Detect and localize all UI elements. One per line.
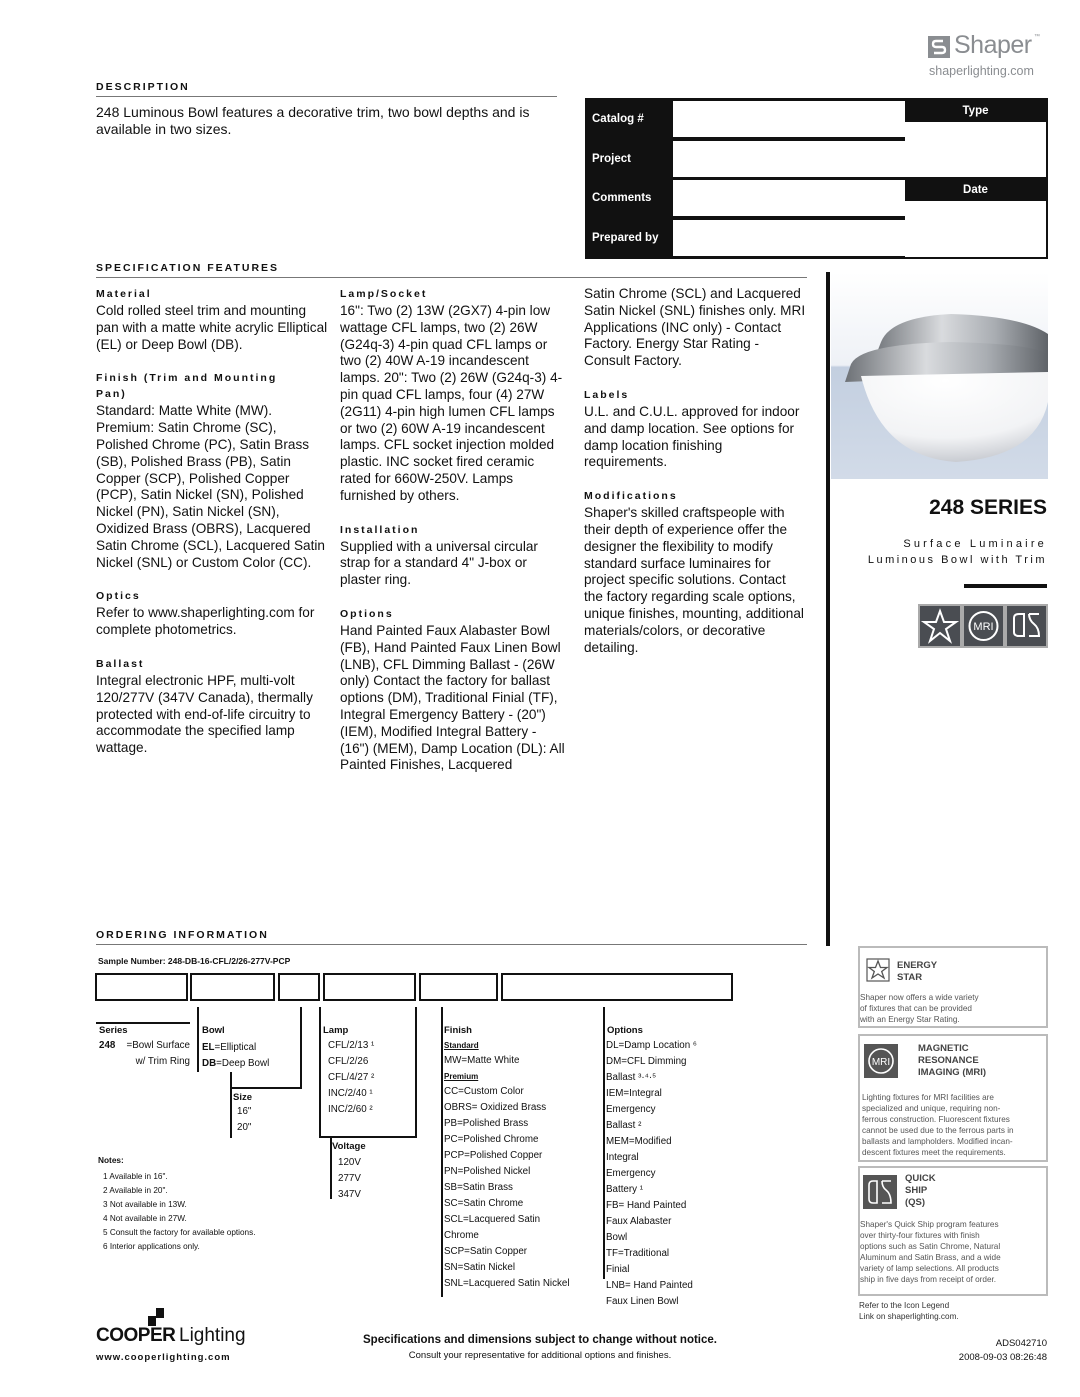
voltage-col-header: Voltage — [332, 1141, 366, 1152]
size-right-line — [300, 1007, 302, 1089]
finish-column-line — [441, 1007, 443, 1297]
order-box-lamp[interactable] — [323, 973, 416, 1001]
optics-heading: Optics — [96, 590, 141, 603]
shaper-logo — [928, 31, 1048, 60]
spec-column-1 — [96, 286, 328, 774]
bowl-db — [202, 1056, 269, 1072]
notes-header: Notes: — [98, 1155, 124, 1165]
date-field[interactable] — [905, 201, 1046, 257]
options-text: Hand Painted Faux Alabaster Bowl (FB), Hand Painted Faux Linen Bowl (LNB), CFL Dimming Ballast - (26W only) Contact the factory for ballast options (DM), Traditional Finial (TF), Integral Emergency Battery - (20") (IEM), Modified Integral Battery - (16") (MEM), Damp Location (DL): All Painted Finishes, Lacquered — [340, 622, 565, 773]
optics-text: Refer to www.shaperlighting.com for complete photometrics. — [96, 605, 315, 638]
sample-number-label: Sample Number: — [98, 956, 166, 966]
right-panel-rule — [826, 272, 830, 946]
material-heading: Material — [96, 288, 152, 300]
size-items: 16" 20" — [237, 1106, 252, 1133]
quick-ship-small-icon — [863, 1175, 897, 1209]
modifications-text: Shaper's skilled craftspeople with their depth of experience offer the designer the flexibility to modify standard surface luminaires for project specific solutions. Contact the factory regarding scale options, unique finishes, mounting, additional materials/colors, or decorative detailing. — [584, 505, 804, 655]
voltage-rule — [319, 1136, 417, 1138]
installation-text: Supplied with a universal circular strap for a standard 4" J-box or plaster ring. — [340, 538, 538, 588]
shaper-logo-text: Shaper — [954, 31, 1032, 59]
series-rule — [964, 584, 1047, 588]
energy-star-title: ENERGY STAR — [897, 960, 938, 983]
finish-col-header: Finish — [444, 1025, 472, 1036]
cooper-logo — [96, 1308, 256, 1348]
cooper-url[interactable]: www.cooperlighting.com — [96, 1352, 231, 1363]
icon-legend-note[interactable]: Refer to the Icon Legend Link on shaperlighting.com. — [859, 1301, 959, 1321]
options-col-header: Options — [607, 1025, 643, 1036]
quick-ship-icon — [1007, 606, 1046, 646]
order-box-series[interactable] — [95, 973, 188, 1001]
series-rule-line — [96, 1022, 190, 1024]
lamp-heading: Lamp/Socket — [340, 288, 428, 300]
options-continued-text: Satin Chrome (SCL) and Lacquered Satin Nickel (SNL) finishes only. MRI Applications (INC only) - Contact Factory. Energy Star Rating - Consult Factory. — [584, 286, 806, 369]
mri-desc: Lighting fixtures for MRI facilities are specialized and unique, requiring non- ferrous construction. Fluorescent fixtures cannot be used due to the ferrous parts in ballasts and lampholders. Modified incan- descent fixtures meet the requirements. — [862, 1093, 1014, 1157]
installation-heading: Installation — [340, 523, 420, 536]
shaper-tm: ™ — [1034, 34, 1040, 40]
modifications-heading: Modifications — [584, 490, 678, 503]
consult-text: Consult your representative for additional options and finishes. — [408, 1350, 672, 1361]
energy-star-badge[interactable] — [918, 604, 962, 648]
size-col-header: Size — [233, 1092, 253, 1103]
lamp-right-line — [415, 1007, 417, 1138]
material-text: Cold rolled steel trim and mounting pan with a matte white acrylic Elliptical (EL) or Deep Bowl (DB). — [96, 303, 328, 352]
mri-badge[interactable] — [962, 604, 1005, 648]
options-items: DL=Damp Location ⁶ DM=CFL Dimming Ballast ³·⁴·⁵ IEM=Integral Emergency Ballast ² MEM=Modified Integral Emergency Battery ¹ FB= Hand Painted Faux Alabaster Bowl TF=Traditional Finial LNB= Hand Painted Faux Linen Bowl — [606, 1040, 697, 1307]
sample-number — [98, 956, 290, 966]
order-box-size[interactable] — [278, 973, 320, 1001]
order-box-bowl[interactable] — [190, 973, 275, 1001]
bowl-el-desc: =Elliptical — [214, 1042, 257, 1053]
finish-text: Standard: Matte White (MW). Premium: Satin Chrome (SC), Polished Chrome (PC), Satin Brass (SB), Polished Brass (PB), Satin Copper (SCP), Polished Copper (PCP), Satin Nickel (SN), Polished Nickel (PN), Satin Nickel (SN), Oxidized Brass (OBRS), Lacquered Satin Chrome (SCL), Lacquered Satin Nickel (SNL) or Custom Color (CC). — [96, 403, 325, 570]
mri-info — [858, 1034, 1048, 1162]
description-header: DESCRIPTION — [96, 81, 557, 97]
labels-text: U.L. and C.U.L. approved for indoor and damp location. See options for damp location finishing requirements. — [584, 403, 800, 470]
ballast-heading: Ballast — [96, 657, 145, 670]
finish-standard: Standard — [444, 1041, 479, 1050]
options-column-line — [603, 1007, 605, 1279]
mri-title: MAGNETIC RESONANCE IMAGING (MRI) — [918, 1043, 987, 1078]
lamp-column-line — [319, 1007, 321, 1137]
spec-column-2 — [340, 286, 565, 791]
notes-list: 1 Available in 16". 2 Available in 20". 3 Not available in 13W. 4 Not available in 27W. 5 Consult the factory for available options. 6 Interior applications only. — [103, 1172, 256, 1251]
comments-field[interactable] — [673, 180, 905, 216]
labels-heading: Labels — [584, 388, 630, 401]
bowl-el-code: EL — [202, 1042, 215, 1053]
series-col-header: Series — [99, 1025, 128, 1036]
ordering-header: ORDERING INFORMATION — [96, 929, 807, 945]
quick-ship-badge[interactable] — [1005, 604, 1048, 648]
badge-row — [918, 604, 1048, 648]
size-rule — [230, 1087, 302, 1089]
quick-ship-title: QUICK SHIP (QS) — [905, 1173, 936, 1208]
type-label: Type — [905, 100, 1046, 122]
type-field[interactable] — [905, 122, 1046, 177]
energy-star-desc: Shaper now offers a wide variety of fixtures that can be provided with an Energy Star Rating. — [860, 993, 979, 1024]
project-label: Project — [592, 153, 631, 165]
quick-ship-info — [858, 1166, 1048, 1296]
finish-heading: Finish (Trim and Mounting Pan) — [96, 372, 278, 401]
series-subtitle-1: Surface Luminaire — [903, 538, 1047, 550]
date-label: Date — [905, 179, 1046, 201]
bowl-col-header: Bowl — [202, 1025, 225, 1036]
shaper-logo-mark-icon — [928, 36, 950, 58]
prepared-by-label: Prepared by — [592, 232, 659, 244]
energy-star-small-icon — [866, 958, 890, 982]
shaper-url[interactable]: shaperlighting.com — [929, 64, 1034, 78]
bowl-db-desc: =Deep Bowl — [216, 1058, 270, 1069]
options-heading: Options — [340, 607, 394, 620]
cooper-lighting-text: Lighting — [179, 1325, 246, 1346]
catalog-form — [585, 98, 1048, 259]
bowl-db-code: DB — [202, 1058, 217, 1069]
notice-text: Specifications and dimensions subject to change without notice. — [363, 1334, 717, 1346]
product-photo — [831, 272, 1048, 479]
lamp-text: 16": Two (2) 13W (2GX7) 4-pin low wattage CFL lamps, two (2) 26W (G24q-3) 4-pin quad CFL lamps or two (2) 40W A-19 incandescent lamps. 20": Two (2) 26W (G24q-3) 4-pin quad CFL lamps, four (4) 27W (2G11) 4-pin high lumen CFL lamps or two (2) 60W A-19 incandescent lamps. CFL socket injection molded plastic. INC socket fired ceramic rated for 660W-250V. Lamps furnished by others. — [340, 303, 563, 503]
bowl-column-line — [197, 1007, 199, 1072]
energy-star-info — [858, 946, 1048, 1028]
description-text: 248 Luminous Bowl features a decorative trim, two bowl depths and is available in two sizes. — [96, 104, 530, 137]
series-desc: =Bowl Surface w/ Trim Ring — [126, 1040, 190, 1067]
lamp-col-header: Lamp — [323, 1025, 349, 1036]
mri-badge-text: MRI — [973, 621, 994, 633]
lamp-items: CFL/2/13 ¹ CFL/2/26 CFL/4/27 ² INC/2/40 ¹ INC/2/60 ² — [328, 1040, 375, 1115]
mri-small-text: MRI — [871, 1057, 891, 1068]
project-field[interactable] — [673, 141, 905, 177]
order-box-finish[interactable] — [501, 973, 733, 1001]
finish-items: CC=Custom Color OBRS= Oxidized Brass PB=Polished Brass PC=Polished Chrome PCP=Polished Copper PN=Polished Nickel SB=Satin Brass SC=Satin Chrome SCL=Lacquered Satin Chrome SCP=Satin Copper SN=Satin Nickel SNL=Lacquered Satin Nickel — [444, 1086, 570, 1289]
series-subtitle-2: Luminous Bowl with Trim — [867, 554, 1047, 566]
prepared-by-field[interactable] — [673, 220, 905, 256]
catalog-field[interactable] — [673, 101, 905, 137]
sample-number-value: 248-DB-16-CFL/2/26-277V-PCP — [167, 956, 291, 966]
star-icon — [920, 606, 960, 646]
spec-header: SPECIFICATION FEATURES — [96, 262, 807, 278]
mri-small-icon — [864, 1044, 898, 1078]
ballast-text: Integral electronic HPF, multi-volt 120/277V (347V Canada), thermally protected with end-of-life circuitry to accommodate the specified lamp wattage. — [96, 672, 313, 756]
size-column-line — [230, 1072, 232, 1138]
series-title: 248 SERIES — [929, 496, 1047, 519]
comments-label: Comments — [592, 192, 652, 204]
finish-mw: MW=Matte White — [444, 1055, 520, 1066]
doc-date: 2008-09-03 08:26:48 — [958, 1352, 1047, 1363]
catalog-label: Catalog # — [592, 113, 644, 125]
mri-icon — [964, 606, 1003, 646]
cooper-logo-text: COOPER — [96, 1325, 176, 1346]
voltage-items: 120V 277V 347V — [338, 1157, 361, 1200]
series-code: 248 — [99, 1040, 116, 1051]
finish-premium: Premium — [444, 1072, 479, 1081]
bowl-el — [202, 1040, 256, 1056]
order-box-voltage[interactable] — [419, 973, 498, 1001]
quick-ship-desc: Shaper's Quick Ship program features over thirty-four fixtures with finish options such as Satin Chrome, Natural Aluminum and Satin Brass, and a wide variety of lamp selections. All products ship in five days from receipt of order. — [860, 1220, 1001, 1284]
doc-code: ADS042710 — [995, 1338, 1047, 1349]
spec-column-3 — [584, 286, 806, 673]
cooper-logo-mark-icon — [146, 1308, 166, 1326]
